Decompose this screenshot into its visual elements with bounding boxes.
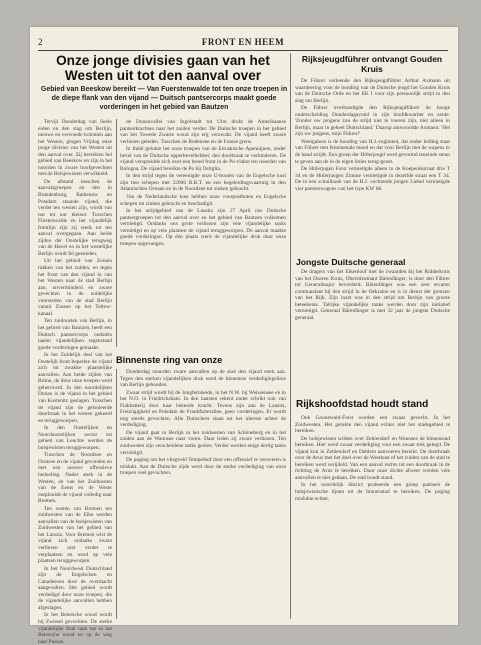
column-divider (116, 369, 117, 619)
right-headline-1: Rijksjeugdführer ontvangt Gouden Kruis (301, 54, 443, 74)
paragraph: In het strijdgebied van de Lausitz zijn 27 April ons Duitsche pantsergroepen tot den aanval over en het gebied van Bautzen volkomen vernietigd. Ondanks ons grote verliezen zijn vele vijandelijke tanks vernietigd en op vele plaatsen de vijand teruggeworpen. De aanval maakte goede vorderingen. Op één plaats werd de vijandelijke druk door onze troepen opgevangen. (120, 208, 286, 247)
mid-article-text (120, 369, 286, 619)
paragraph: In het Noordwest Duitschland zijn de Engelschen en Canadeezen door de overmacht aangevallen. Het gebied wordt verdedigd door onze troepen, die de vijandelijke aanvallen hebben afgeslagen. (38, 565, 112, 611)
right-headline-3: Rijkshoofdstad houdt stand (296, 399, 429, 410)
page-header (38, 37, 448, 49)
main-article-column-1 (38, 119, 112, 645)
paragraph: De poging om het vliegveld Tempelhof door een offensief te veroveren is mislukt. Aan de Duitsche zijde werd door de sterke verdediging van onze troepen veel gevochten. (120, 457, 286, 477)
main-headline: Onze jonge divisies gaan van het Westen uit tot den aanval over (56, 53, 270, 83)
paragraph: De Führer overhandigde den Rijksjeugdführer de hooge onderscheiding Donderdagavond in zijn hoofdkwartier en zeide: 'Zonder uw jongens zou de strijd niet te voeren zijn, niet alleen in Berlijn, maar in geheel Duitschland.' Daarop antwoordde Axmann: 'Het zijn uw jongens, mijn Führer!' (295, 105, 450, 138)
column-divider (116, 119, 117, 347)
paragraph: de Donauvallei van Ingolstadt tot Ulm drukt de Amerikaanse pantserkrachten naar het zuiden verder. De Duitsche troepen in het gebied van het Tweede Zwarte woud zijn erg verzwakt. De vijand heeft zware verliezen geleden. Tusschen de Bodensee en de Franse grens. (120, 119, 286, 145)
right-headline-2: Jongste Duitsche generaal (296, 257, 406, 267)
paragraph: Donderdag stuurden zware aanvallen op de stad den vijand sterk aan. Tegen den sterken vijandelijken druk werd de binnenste verdedigingslinie van Berlijn gehouden. (120, 369, 286, 389)
right-article-2-text (295, 269, 450, 395)
newspaper-title: FRONT EN HEEM (201, 37, 285, 47)
right-article-1-text (295, 78, 450, 254)
paragraph: De afstand tusschen de aanvalsgroepen en den in Brandenburg, Rathenow en Potsdam staande vijand, die verder ten westen zijn, wordt van uur tot uur kleiner. Tusschen Fürstenwalde en het vijandelijk frontlijn zijn zij reeds tot ten aanval overgegaan. Aan beide zijden der Oostelijke terugweg van de Havel en in het westelijke Berlijn wordt fel gestreden. (38, 178, 112, 257)
newspaper-page (30, 27, 458, 645)
paragraph: Van de Nederlandsche kust hebben onze voorpostboten en Engelsche schepen tot zinken gebracht en beschadigd. (120, 194, 286, 207)
header-rule (38, 50, 448, 51)
paragraph: In den strijd tegen de vereenigde onze U-booten van de Engelsche kust zijn tien schepen met 32000 B.R.T. en een begeleidingsvaartuig in den Atlantischen Oceaan en in de Noordzee tot zinken gebracht. (120, 173, 286, 193)
page-number: 2 (38, 37, 43, 47)
paragraph: In het Beiersche woud wordt bij Zwiesel gevochten. De sterke vijandelijke druk nam toe in het Beiersche woud en op de weg naar Passau. (38, 612, 112, 645)
paragraph: De Führer verleende den Rijksjeugdführer Arthur Axmann uit waardeering voor de houding van de Duitsche jeugd het Gouden Kruis van de Duitsche Orde en het EK I voor zijn persoonlijk strijd in den slag om Berlijn. (295, 78, 450, 104)
paragraph: In het noordelijk district probeerde een groep pantsers de bolsjewistische lijnen tot de binnenstad te bereiken. De poging mislukte echter. (295, 482, 450, 502)
paragraph: In den Oostelijken en Noordoostelijken sector tot gebied van Leuchte werden de bolsjewisten teruggeworpen. (38, 425, 112, 451)
paragraph: Zwaar strijd wordt bij de Jungfernheide, in het N.W. bij Weissensee en in het N.O. in Friedrichshain. In den laatsten rekent onder schrikt ook van Flakbatterij door haar bekende kracht. Tevens zijn aan de Lausitz, Freizügigheid en Potsdam de Frankfurterallee, geen vorderingen. Er wordt nog steeds gevochten. Alle Duitschers staan tot het uiterste achter de verdediging. (120, 389, 286, 429)
paragraph: De dragers van het Eikenloof met de zwaarden bij het Ridderkruis van het IJzeren Kruis, Oberstleutnant Bärenfänger, is door den Führer tot Generalmajor bevorderd. Bärenfänger was een zeer ervaren commandant bij den strijd in de Oekraine en is in dienst der grenzen van het Rijk. Zijn inzet was in den strijd om Berlijn van groote beteekenis. Talrijke vijandelijke tanks werden door zijn initiatief vernietigd. Generaal Bärenfänger is met 32 jaar de jongste Duitsche generaal. (295, 269, 450, 321)
paragraph: Weergaloos is de houding van H.J.-regiment, dat onder leiding staat van Führer met fenomenale moed en dat voor Berlijn met de wapens in de hand strijdt. Een groep der Hitlerjeugd werd gevormd teneinde steun te geven aan de in de eigen linies terug-gezet. (295, 138, 450, 165)
paragraph: Ten zuidoosten van Berlijn, in het gebied van Bautzen, heeft een Duitsch pantsercorps ondanks taaien vijandelijken tegenstand goede vorderingen gemaakt. (38, 318, 112, 351)
paragraph: Uit het gebied van Zossen rukken van het zuiden, en tegen het front van den vijand in van het Westen naar de stad Berlijn aan, onverminderd en zware gevechten in de zuidelijke voorsteden van de stad Berlijn vanuit Zossen op het Teltow-kanaal. (38, 258, 112, 317)
right-article-3-text (295, 415, 450, 619)
main-subheadline: Gebied van Beeskow bereikt — Van Fuerstenwalde tot ten onze troepen in de diepe flank van den vijand — Duitsch pantsercorps maakt goede vorderingen in het gebied van Bautzen (40, 86, 288, 111)
paragraph: De vijand gaat in Berlijn in het zuidoosten van Schöneberg en in het zuiden aan de Wannsee naar voren. Daar leden zij zware verliezen. Ten zuidwesten zijn verscheidene tanks gezien. Verder werden enige dertig tanks vernietigd. (120, 429, 286, 456)
paragraph: De bolsjewisten wilden over Zehlendorf en Wannsee de binnenstad bereiken. Hier werd zwaar verdediging voor een zwaar trek gelegd. De vijand kon in Zehlendorf en Dahlem aanvoeren bereikt. De doorbraak over de Avus met het doel over de Westkust of het zuiden van de stad te bereiken werd verijdeld. Van een aanval rechts tot een doorbraak in de richting de Avus te bereiken. Door onze dichte afweer werden vele aanvallen te niet gedaan. De stad houdt stand. (295, 435, 450, 481)
paragraph: De Hitlerjugen Forst vernietigde alleen in de Koepenikstraat drie T 34 en de Hitlerjungen Zimme vernietigde in dezelfde straat een T 34. De in een schuilhoek van de H.J. vochtende jongen Liebel vernietigde vier pantserwagens van het type KW 68. (295, 166, 450, 192)
paragraph: Ten oosten van Bremen ten zuidwesten van de Elbe werden aanvallen van de bolsjewisten van Zuidwesten van het gebied van het Lausitz. Voor Bremen wist de vijand zich ondanks zware verliezen niet verder te verplaatsen en werd op vele plaatsen teruggeworpen. (38, 505, 112, 565)
paragraph: Tusschen de Noordzee en Oostzee en de vijand gevonden en met een nieuwe offensieve bedoeling. Nader sterk in de Westen, en van het Zuidoosten van de Eems en de Weser ontplooide de vijand volledig naar Bremen. (38, 452, 112, 505)
paragraph: Ook Goonewald-Forst worden een zwaar gevecht. In het Zuidwesten. Het gelukte den vijand echter niet het stadsgebied te bereiken. (295, 415, 450, 435)
paragraph: In Italië gelukte het onze troepen van de Etruskische Apennijnen, onder bevel van de Duitsche opperbevelhebber, den doorbraak te verhinderen. De vijand verspreidde zich over een breed front in de Po-vlakte ten noorden van Bologna. De vijand bereikte de Po bij Ostiglia. (120, 146, 286, 172)
mid-headline: Binnenste ring van onze (116, 355, 223, 365)
paragraph: In het Zuidelijk deel van het Oostelijk front beperkte de vijand zich tot zwakke plaatselijke aanvallen. Aan beide zijden van Brünn, de door onze troepen werd geheroverd. In den noordelijken Donau is de vijand in het gebied van Kostenitz geslagen. Tusschen de vijand zijn de geïsoleerde doorbraak in het westen gekeerd en teruggeworpen. (38, 352, 112, 424)
main-article-column-2 (120, 119, 286, 349)
paragraph: Tervijl Donderdag van Seelo eiden en den slag om Berlijn, nieuwe en verwoede kolonien aan het Westen, gingen Vrijdag onze jonge divisies van het Westen uit den aanval over. Zij bereikten hel gebied van Beeskow en zijn in het noorden in zware hoofgevechten met de Bolsjewisten verwikkeld. (38, 119, 112, 178)
column-divider (290, 53, 291, 619)
